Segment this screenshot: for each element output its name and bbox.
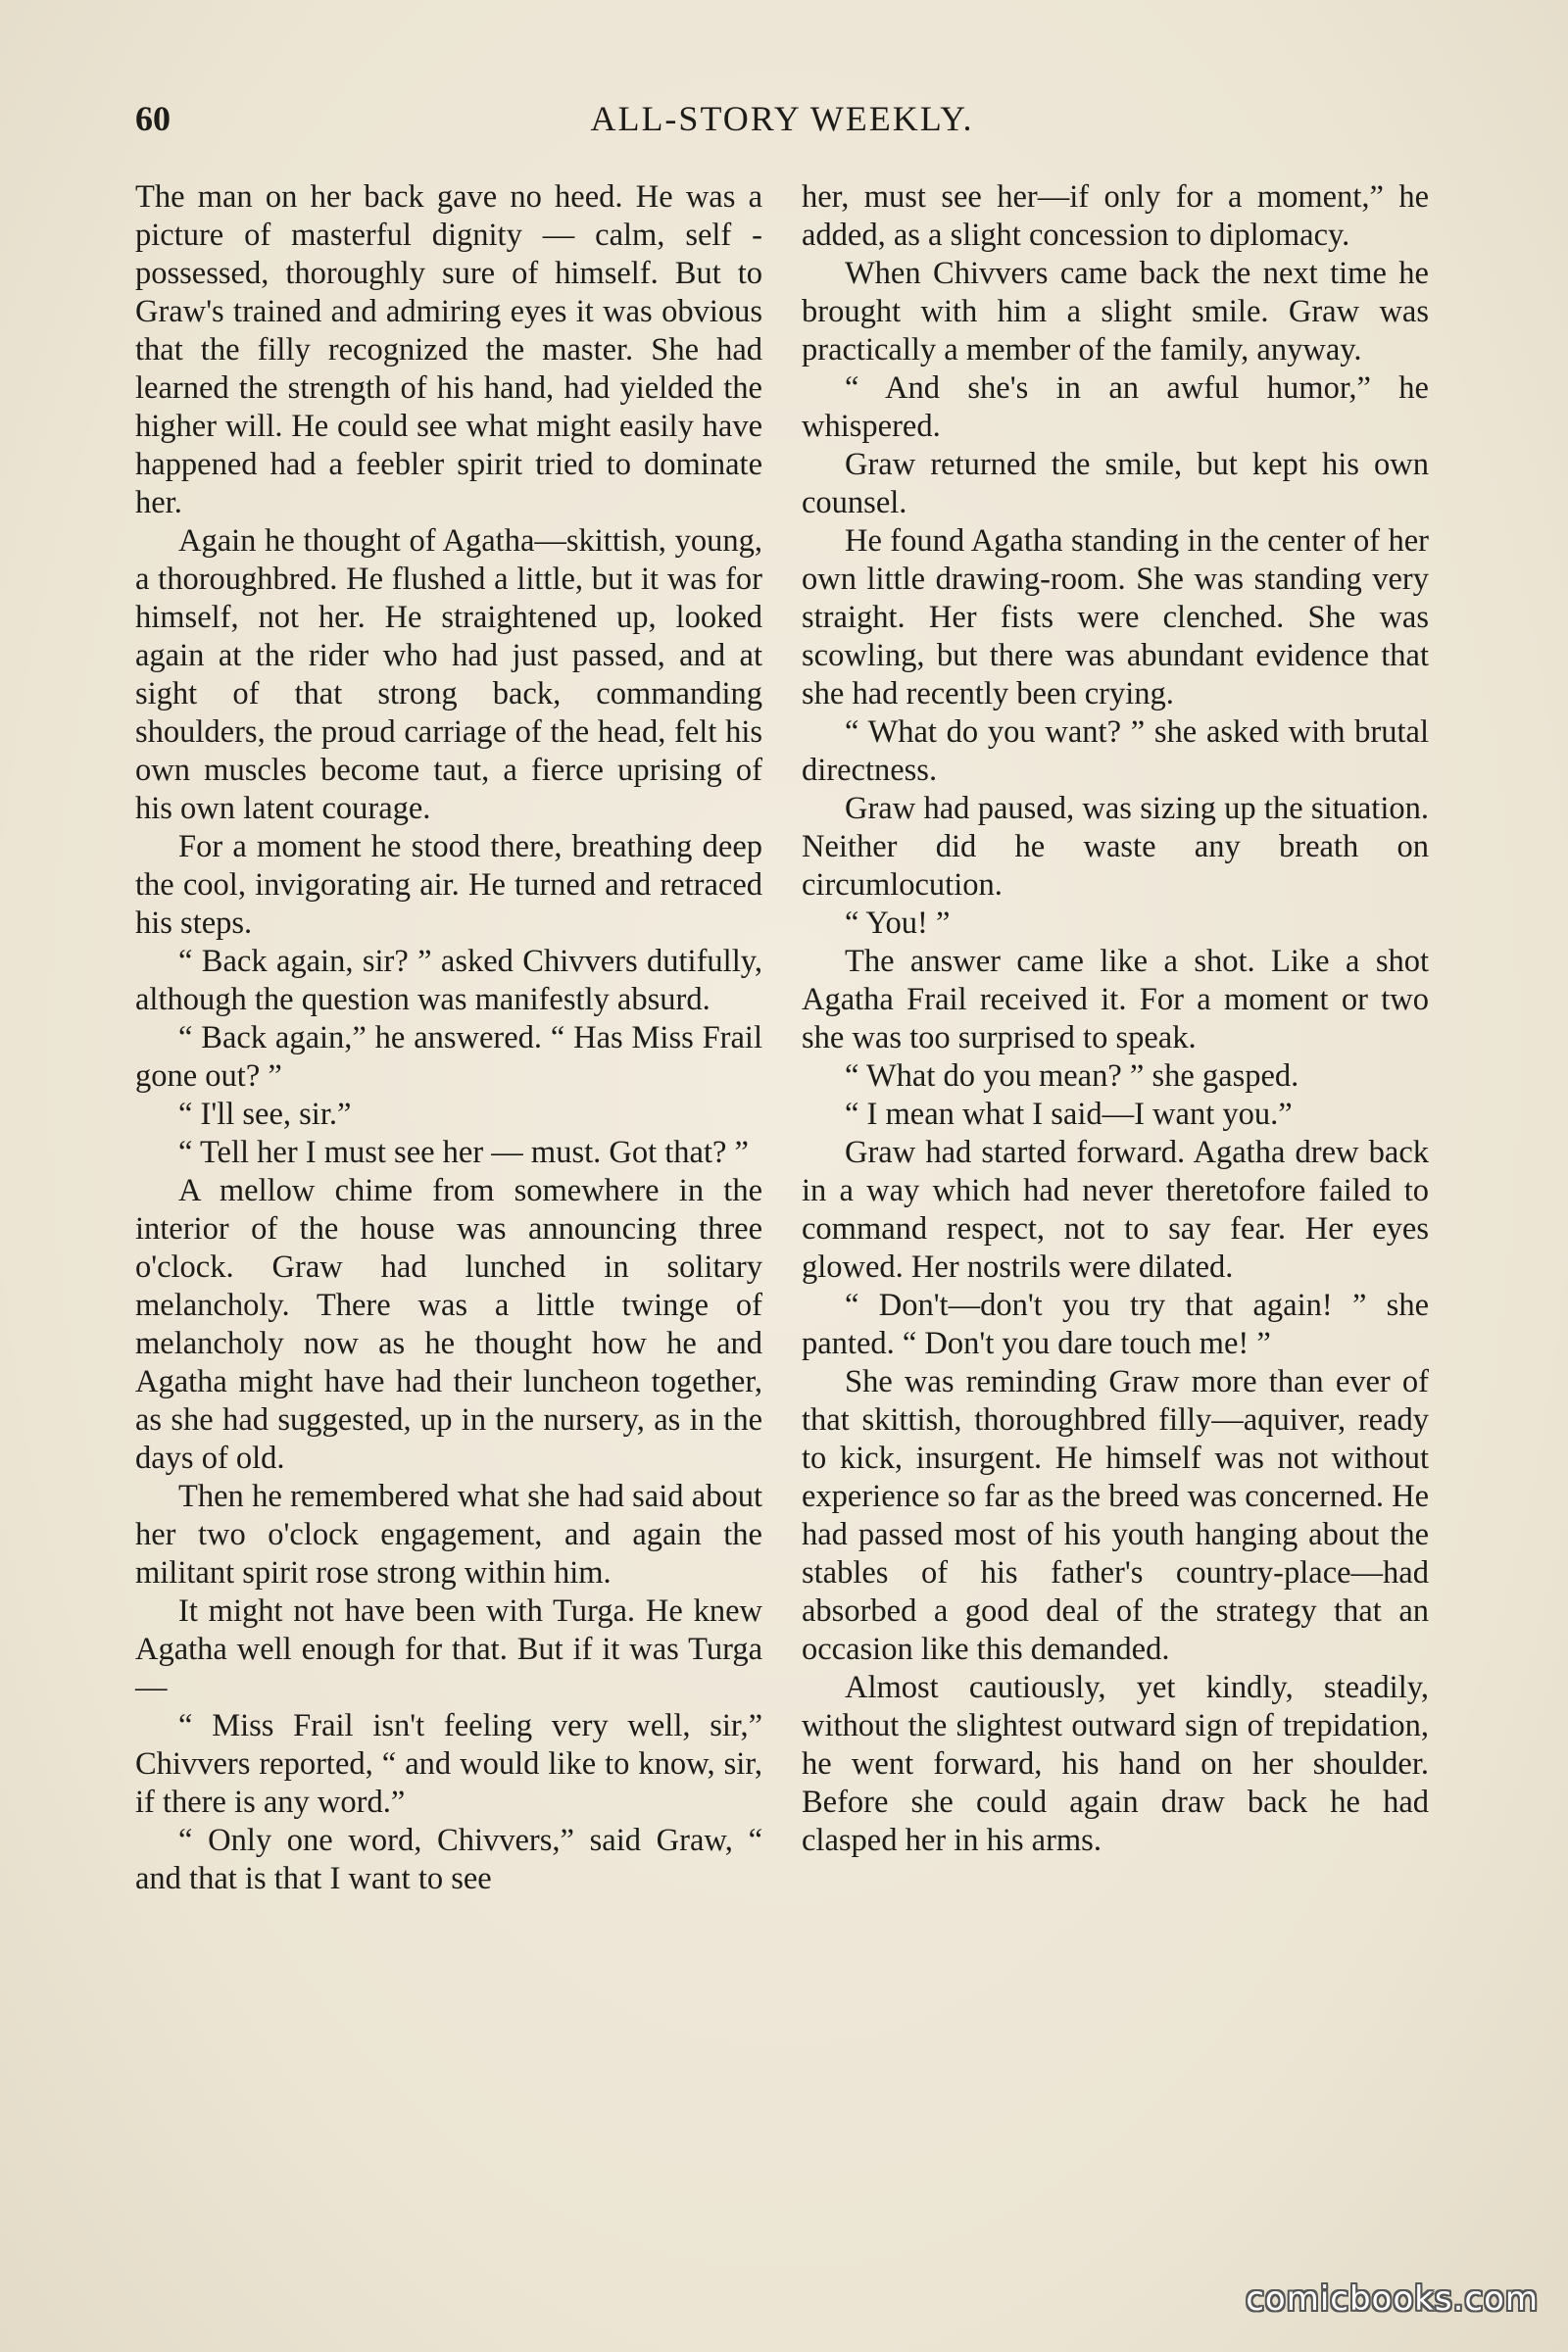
- paragraph: Then he remembered what she had said about her two o'clock engagement, and again the militant spirit rose strong within him.: [135, 1479, 762, 1591]
- paragraph: “ Don't—don't you try that again! ” she panted. “ Don't you dare touch me! ”: [802, 1288, 1429, 1361]
- paragraph: “ Miss Frail isn't feeling very well, sir,” Chivvers reported, “ and would like to know, sir, if there is any word.”: [135, 1708, 762, 1820]
- paragraph: The answer came like a shot. Like a shot Agatha Frail received it. For a moment or two she was too surprised to speak.: [802, 944, 1429, 1055]
- paragraph: “ I mean what I said—I want you.”: [845, 1097, 1293, 1132]
- paragraph: She was reminding Graw more than ever of that skittish, thoroughbred filly—aquiver, ready to kick, insurgent. He himself was not without experience so far as the breed was concerned. He had passed most of his youth hanging about the stables of his father's country-place—had absorbed a good deal of the strategy that an occasion like this demanded.: [802, 1364, 1429, 1667]
- paragraph: “ You! ”: [845, 906, 951, 941]
- right-column: [802, 178, 1429, 1860]
- paragraph: “ Back again,” he answered. “ Has Miss Frail gone out? ”: [135, 1020, 762, 1094]
- paragraph: Almost cautiously, yet kindly, steadily, without the slightest outward sign of trepidation, he went forward, his hand on her shoulder. Before she could again draw back he had clasped her in his arms.: [802, 1670, 1429, 1858]
- running-title: ALL-STORY WEEKLY.: [590, 99, 974, 138]
- paragraph: Graw returned the smile, but kept his own counsel.: [802, 447, 1429, 520]
- paragraph: “ And she's in an awful humor,” he whispered.: [802, 370, 1429, 444]
- paragraph: It might not have been with Turga. He knew Agatha well enough for that. But if it was Turga—: [135, 1593, 762, 1705]
- paragraph: “ What do you mean? ” she gasped.: [845, 1058, 1299, 1094]
- paragraph: “ I'll see, sir.”: [178, 1097, 352, 1132]
- paragraph: “ Tell her I must see her — must. Got that? ”: [178, 1135, 749, 1170]
- paragraph: Graw had paused, was sizing up the situation. Neither did he waste any breath on circumlocution.: [802, 791, 1429, 903]
- paragraph: The man on her back gave no heed. He was a picture of masterful dignity — calm, self - possessed, thoroughly sure of himself. But to Graw's trained and admiring eyes it was obvious that the filly recognized the master. She had learned the strength of his hand, had yielded the higher will. He could see what might easily have happened had a feebler spirit tried to dominate her.: [135, 179, 762, 520]
- left-column: [135, 178, 762, 1898]
- paragraph: For a moment he stood there, breathing deep the cool, invigorating air. He turned and retraced his steps.: [135, 829, 762, 941]
- page-header: [135, 98, 1429, 157]
- paragraph: When Chivvers came back the next time he brought with him a slight smile. Graw was practically a member of the family, anyway.: [802, 256, 1429, 368]
- paragraph: “ Only one word, Chivvers,” said Graw, “ and that is that I want to see: [135, 1823, 762, 1896]
- paragraph: A mellow chime from somewhere in the interior of the house was announcing three o'clock. Graw had lunched in solitary melancholy. There was a little twinge of melancholy now as he thought how he and Agatha might have had their luncheon together, as she had suggested, up in the nursery, as in the days of old.: [135, 1173, 762, 1476]
- paragraph: Again he thought of Agatha—skittish, young, a thoroughbred. He flushed a little, but it was for himself, not her. He straightened up, looked again at the rider who had just passed, and at sight of that strong back, commanding shoulders, the proud carriage of the head, felt his own muscles become taut, a fierce uprising of his own latent courage.: [135, 523, 762, 826]
- paragraph: He found Agatha standing in the center of her own little drawing-room. She was standing very straight. Her fists were clenched. She was scowling, but there was abundant evidence that she had recently been crying.: [802, 523, 1429, 711]
- paragraph: her, must see her—if only for a moment,” he added, as a slight concession to diplomacy.: [802, 179, 1429, 253]
- paragraph: “ What do you want? ” she asked with brutal directness.: [802, 714, 1429, 788]
- paragraph: Graw had started forward. Agatha drew back in a way which had never theretofore failed to command respect, not to say fear. Her eyes glowed. Her nostrils were dilated.: [802, 1135, 1429, 1285]
- paragraph: “ Back again, sir? ” asked Chivvers dutifully, although the question was manifestly absurd.: [135, 944, 762, 1017]
- page-number: 60: [135, 99, 171, 138]
- watermark: comicbooks.com: [1246, 2279, 1539, 2319]
